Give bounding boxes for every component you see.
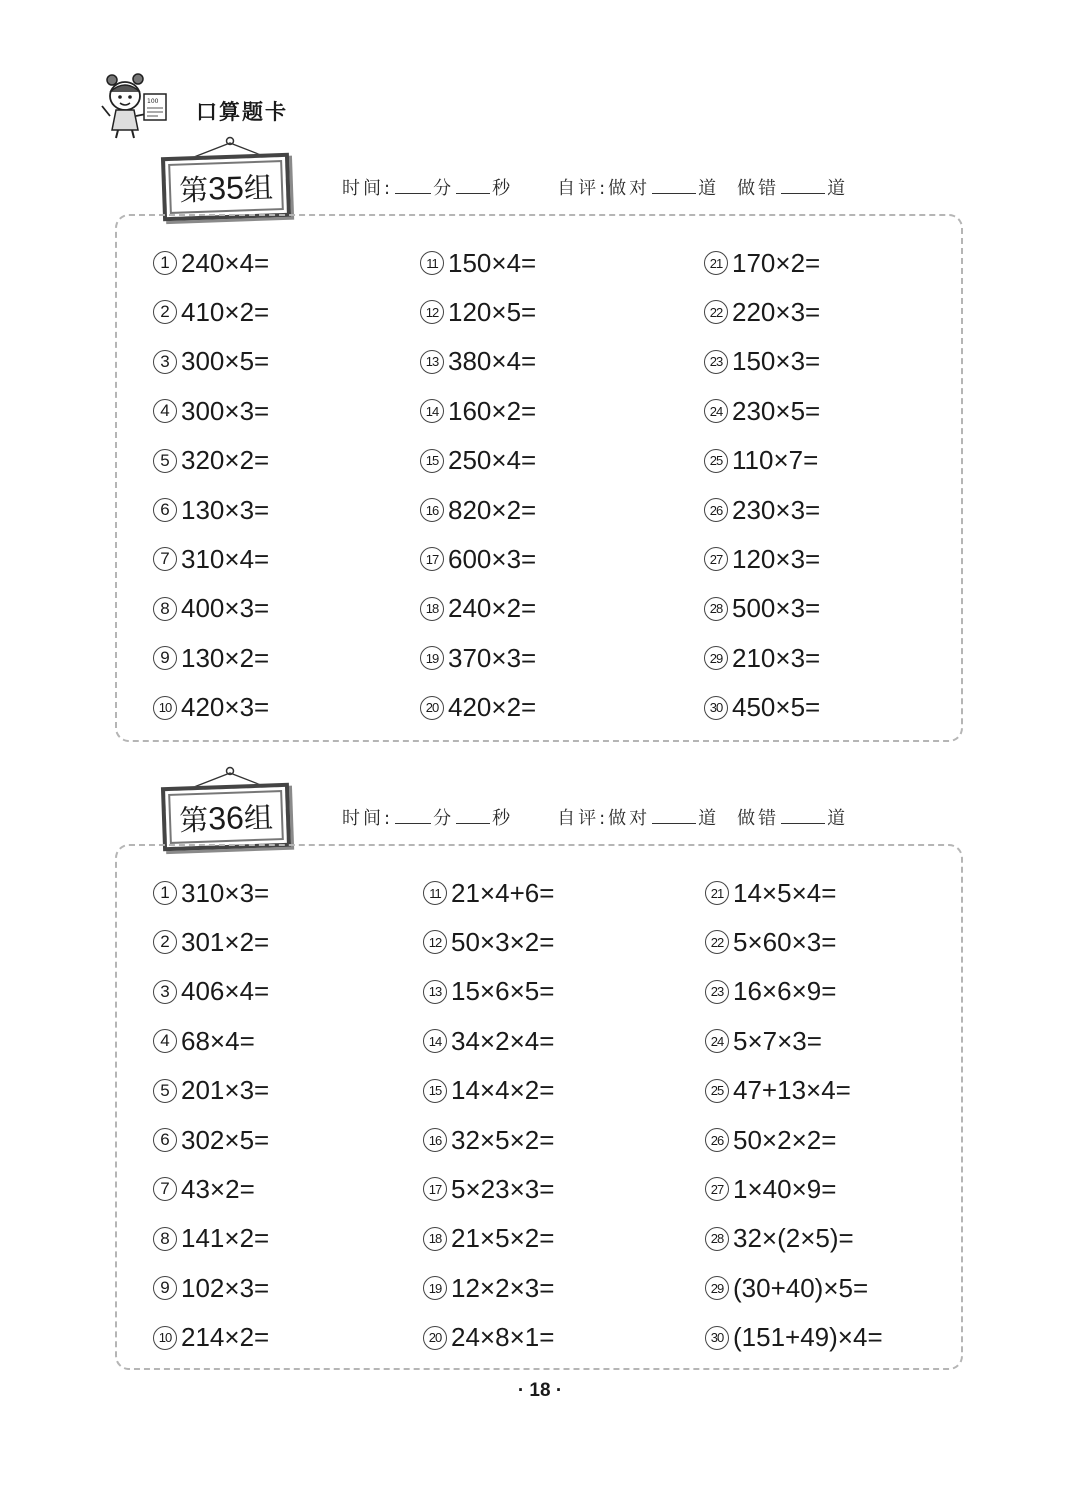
problem-number: 23 xyxy=(704,350,728,374)
problem-number: 14 xyxy=(423,1029,447,1053)
problem-item xyxy=(704,444,818,478)
problem-expression: (151+49)×4= xyxy=(733,1322,883,1353)
problem-expression: 250×4= xyxy=(448,445,537,476)
group-title-frame xyxy=(161,783,291,851)
problem-number: 19 xyxy=(423,1276,447,1300)
problem-expression: 150×3= xyxy=(732,346,821,377)
problem-number: 6 xyxy=(153,1128,177,1152)
problem-item xyxy=(705,1321,883,1355)
group-title-frame xyxy=(161,153,291,221)
problem-number: 15 xyxy=(423,1079,447,1103)
problem-number: 17 xyxy=(423,1177,447,1201)
problem-number: 4 xyxy=(153,1029,177,1053)
problem-item xyxy=(704,295,820,329)
problem-expression: 15×6×5= xyxy=(451,976,555,1007)
problem-expression: 68×4= xyxy=(181,1025,255,1056)
problem-expression: 16×6×9= xyxy=(733,976,837,1007)
problem-expression: 302×5= xyxy=(181,1124,270,1155)
problem-expression: 120×5= xyxy=(448,296,537,327)
svg-text:100: 100 xyxy=(147,98,159,105)
problem-expression: 160×2= xyxy=(448,395,537,426)
problem-number: 3 xyxy=(153,980,177,1004)
problem-expression: 230×3= xyxy=(732,494,821,525)
problem-number: 28 xyxy=(704,597,728,621)
problem-item xyxy=(420,295,536,329)
problem-expression: 102×3= xyxy=(181,1272,270,1303)
problem-item xyxy=(153,542,269,576)
timing-self-evaluation: 时间: 分 秒 自评:做对 道 做错 道 xyxy=(342,808,849,829)
problem-item xyxy=(420,345,536,379)
problem-item xyxy=(705,1271,868,1305)
problem-expression: 47+13×4= xyxy=(733,1075,851,1106)
problem-number: 29 xyxy=(705,1276,729,1300)
problem-number: 25 xyxy=(704,449,728,473)
problem-item xyxy=(423,925,554,959)
problem-item xyxy=(420,641,536,675)
problem-number: 23 xyxy=(705,980,729,1004)
problem-expression: 420×2= xyxy=(448,692,537,723)
problem-number: 16 xyxy=(420,498,444,522)
problem-number: 11 xyxy=(420,251,444,275)
problem-item xyxy=(423,1172,554,1206)
problem-number: 18 xyxy=(423,1227,447,1251)
problem-item xyxy=(153,246,269,280)
problem-item xyxy=(153,295,269,329)
problem-expression: 820×2= xyxy=(448,494,537,525)
problem-expression: 450×5= xyxy=(732,692,821,723)
problem-expression: 14×4×2= xyxy=(451,1075,555,1106)
problem-number: 6 xyxy=(153,498,177,522)
problem-expression: 130×3= xyxy=(181,494,270,525)
problem-expression: 120×3= xyxy=(732,543,821,574)
problem-item xyxy=(153,345,269,379)
problem-item xyxy=(704,641,820,675)
problem-number: 2 xyxy=(153,300,177,324)
correct-count-blank[interactable] xyxy=(652,179,696,194)
problem-number: 4 xyxy=(153,399,177,423)
wrong-count-blank[interactable] xyxy=(781,179,825,194)
problem-expression: 600×3= xyxy=(448,543,537,574)
problem-item xyxy=(423,1123,554,1157)
problem-number: 5 xyxy=(153,449,177,473)
problem-expression: 420×3= xyxy=(181,692,270,723)
problem-item xyxy=(153,394,269,428)
problem-item xyxy=(704,691,820,725)
problem-box xyxy=(115,214,963,742)
problem-item xyxy=(153,975,269,1009)
problem-item xyxy=(705,1024,822,1058)
problem-item xyxy=(423,876,554,910)
problem-item xyxy=(705,876,836,910)
problem-expression: 300×5= xyxy=(181,346,270,377)
problem-number: 15 xyxy=(420,449,444,473)
problem-item xyxy=(704,345,820,379)
problem-expression: 240×2= xyxy=(448,593,537,624)
problem-item xyxy=(420,691,536,725)
problem-item xyxy=(705,925,836,959)
problem-number: 22 xyxy=(705,930,729,954)
problem-expression: 170×2= xyxy=(732,247,821,278)
group-title: 第35组 xyxy=(178,168,274,208)
problem-number: 9 xyxy=(153,1276,177,1300)
problem-expression: 310×4= xyxy=(181,543,270,574)
problem-number: 5 xyxy=(153,1079,177,1103)
problem-number: 24 xyxy=(704,399,728,423)
problem-item xyxy=(153,1074,269,1108)
problem-number: 26 xyxy=(705,1128,729,1152)
problem-item xyxy=(423,1074,554,1108)
problem-item xyxy=(423,1321,554,1355)
group-title: 第36组 xyxy=(178,798,274,838)
problem-number: 26 xyxy=(704,498,728,522)
problem-expression: 230×5= xyxy=(732,395,821,426)
problem-item xyxy=(423,975,554,1009)
problem-number: 16 xyxy=(423,1128,447,1152)
problem-item xyxy=(153,1271,269,1305)
problem-expression: 43×2= xyxy=(181,1173,255,1204)
problem-number: 7 xyxy=(153,1177,177,1201)
problem-item xyxy=(153,691,269,725)
problem-number: 18 xyxy=(420,597,444,621)
page-number: · 18 · xyxy=(517,1380,563,1401)
problem-expression: 12×2×3= xyxy=(451,1272,555,1303)
problem-number: 17 xyxy=(420,547,444,571)
problem-number: 22 xyxy=(704,300,728,324)
problem-number: 20 xyxy=(423,1326,447,1350)
problem-item xyxy=(704,246,820,280)
problem-expression: 21×4+6= xyxy=(451,877,555,908)
problem-number: 14 xyxy=(420,399,444,423)
problem-number: 30 xyxy=(705,1326,729,1350)
problem-expression: 5×7×3= xyxy=(733,1025,822,1056)
problem-expression: 320×2= xyxy=(181,445,270,476)
problem-number: 21 xyxy=(705,881,729,905)
problem-number: 25 xyxy=(705,1079,729,1103)
problem-expression: 410×2= xyxy=(181,296,270,327)
timing-self-evaluation: 时间: 分 秒 自评:做对 道 做错 道 xyxy=(342,178,849,199)
seconds-blank[interactable] xyxy=(456,179,490,194)
seconds-blank[interactable] xyxy=(456,809,490,824)
problem-expression: 400×3= xyxy=(181,593,270,624)
problem-item xyxy=(153,1172,255,1206)
problem-number: 24 xyxy=(705,1029,729,1053)
problem-item xyxy=(153,1024,255,1058)
problem-expression: 110×7= xyxy=(732,445,819,476)
problem-item xyxy=(705,1172,836,1206)
problem-number: 28 xyxy=(705,1227,729,1251)
problem-expression: 210×3= xyxy=(732,642,821,673)
problem-expression: 201×3= xyxy=(181,1075,270,1106)
problem-expression: 300×3= xyxy=(181,395,270,426)
problem-item xyxy=(153,1321,269,1355)
problem-expression: 1×40×9= xyxy=(733,1173,837,1204)
problem-number: 27 xyxy=(704,547,728,571)
problem-expression: 240×4= xyxy=(181,247,270,278)
problem-expression: 406×4= xyxy=(181,976,270,1007)
problem-number: 10 xyxy=(153,1326,177,1350)
problem-number: 1 xyxy=(153,251,177,275)
problem-item xyxy=(153,493,269,527)
problem-expression: 34×2×4= xyxy=(451,1025,555,1056)
problem-expression: 141×2= xyxy=(181,1223,270,1254)
problem-item xyxy=(420,394,536,428)
problem-number: 11 xyxy=(423,881,447,905)
problem-expression: 220×3= xyxy=(732,296,821,327)
problem-number: 8 xyxy=(153,597,177,621)
problem-number: 20 xyxy=(420,696,444,720)
problem-item xyxy=(153,1123,269,1157)
problem-expression: 21×5×2= xyxy=(451,1223,555,1254)
problem-number: 13 xyxy=(423,980,447,1004)
wrong-count-blank[interactable] xyxy=(781,809,825,824)
problem-expression: 14×5×4= xyxy=(733,877,837,908)
problem-item xyxy=(420,592,536,626)
problem-box xyxy=(115,844,963,1370)
problem-item xyxy=(153,641,269,675)
problem-item xyxy=(704,542,820,576)
problem-expression: 150×4= xyxy=(448,247,537,278)
problem-expression: 500×3= xyxy=(732,593,821,624)
problem-number: 7 xyxy=(153,547,177,571)
problem-expression: 32×(2×5)= xyxy=(733,1223,854,1254)
problem-item xyxy=(153,444,269,478)
problem-number: 1 xyxy=(153,881,177,905)
problem-item xyxy=(153,925,269,959)
problem-item xyxy=(423,1024,554,1058)
problem-number: 27 xyxy=(705,1177,729,1201)
problem-item xyxy=(420,246,536,280)
minutes-blank[interactable] xyxy=(395,179,431,194)
problem-expression: 370×3= xyxy=(448,642,537,673)
correct-count-blank[interactable] xyxy=(652,809,696,824)
problem-item xyxy=(153,592,269,626)
problem-item xyxy=(705,1074,851,1108)
problem-expression: 5×60×3= xyxy=(733,926,837,957)
problem-expression: (30+40)×5= xyxy=(733,1272,869,1303)
problem-item xyxy=(704,592,820,626)
problem-item xyxy=(423,1271,554,1305)
problem-number: 29 xyxy=(704,646,728,670)
problem-number: 2 xyxy=(153,930,177,954)
problem-item xyxy=(420,493,536,527)
problem-number: 12 xyxy=(420,300,444,324)
minutes-blank[interactable] xyxy=(395,809,431,824)
problem-expression: 50×2×2= xyxy=(733,1124,837,1155)
problem-expression: 24×8×1= xyxy=(451,1322,555,1353)
problem-number: 3 xyxy=(153,350,177,374)
problem-item xyxy=(423,1222,554,1256)
problem-item xyxy=(420,542,536,576)
problem-item xyxy=(704,493,820,527)
girl-mascot-icon xyxy=(98,72,174,140)
problem-number: 19 xyxy=(420,646,444,670)
problem-expression: 380×4= xyxy=(448,346,537,377)
problem-item xyxy=(705,1123,836,1157)
problem-expression: 310×3= xyxy=(181,877,270,908)
problem-item xyxy=(704,394,820,428)
problem-item xyxy=(153,876,269,910)
problem-expression: 32×5×2= xyxy=(451,1124,555,1155)
problem-expression: 5×23×3= xyxy=(451,1173,555,1204)
book-title: 口算题卡 xyxy=(196,100,288,124)
problem-number: 9 xyxy=(153,646,177,670)
problem-number: 12 xyxy=(423,930,447,954)
problem-expression: 130×2= xyxy=(181,642,270,673)
problem-expression: 50×3×2= xyxy=(451,926,555,957)
problem-expression: 214×2= xyxy=(181,1322,270,1353)
problem-number: 21 xyxy=(704,251,728,275)
problem-number: 13 xyxy=(420,350,444,374)
problem-number: 30 xyxy=(704,696,728,720)
problem-item xyxy=(153,1222,269,1256)
problem-number: 10 xyxy=(153,696,177,720)
problem-number: 8 xyxy=(153,1227,177,1251)
problem-item xyxy=(420,444,536,478)
problem-item xyxy=(705,975,836,1009)
problem-expression: 301×2= xyxy=(181,926,270,957)
problem-item xyxy=(705,1222,854,1256)
